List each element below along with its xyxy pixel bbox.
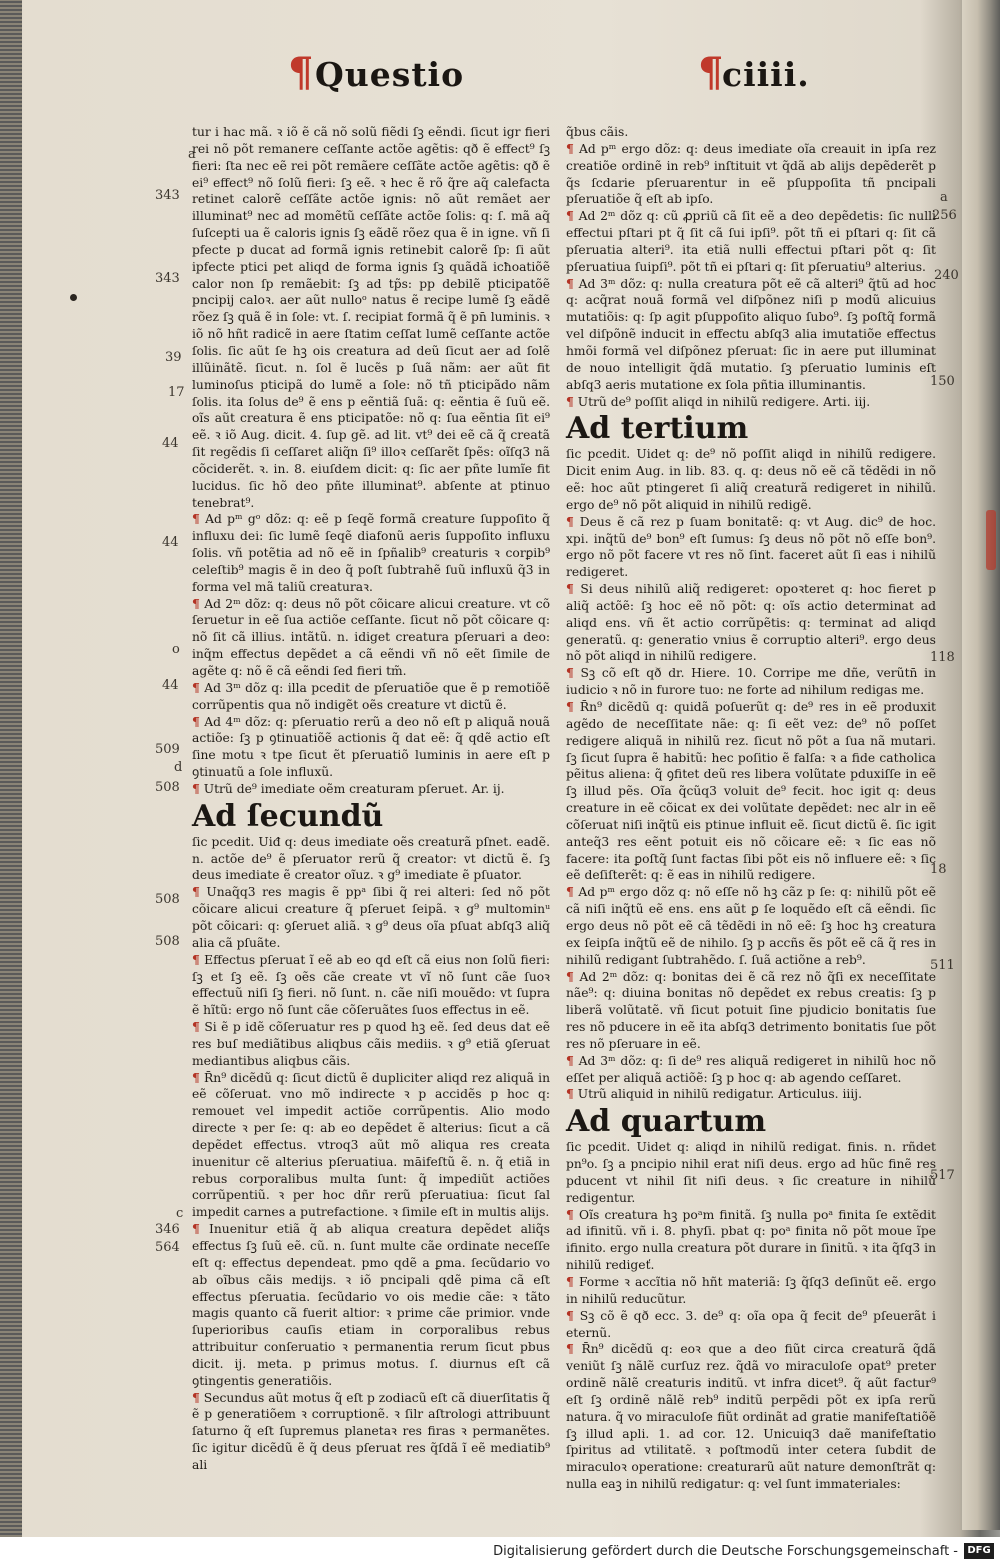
margin-note: 39 bbox=[165, 350, 182, 365]
paragraph-mark: ¶ bbox=[566, 208, 574, 224]
paragraph bbox=[192, 1070, 550, 1222]
paragraph-mark: ¶ bbox=[566, 1206, 574, 1222]
text-column-right bbox=[566, 124, 936, 1493]
paragraph-mark: ¶ bbox=[192, 595, 200, 611]
margin-note: 118 bbox=[930, 650, 955, 665]
margin-note: 256 bbox=[932, 208, 957, 223]
margin-note: 343 bbox=[155, 271, 180, 286]
margin-note: a bbox=[940, 190, 948, 205]
page-header bbox=[0, 49, 1000, 105]
margin-note: 508 bbox=[155, 892, 180, 907]
paragraph-text: Ad 3ᵐ dõz: q: ſi de⁹ res aliquã redigeret in nihilũ hoc nõ eſſet per aliquã actiõẽ: ſꝫ p hoc q: ab agendo ceſſaret. bbox=[566, 1053, 936, 1085]
paragraph bbox=[192, 884, 550, 951]
paragraph-mark: ¶ bbox=[192, 1019, 200, 1035]
paragraph bbox=[192, 1019, 550, 1070]
paragraph-text: Ad 3ᵐ dõz: q: nulla creatura põt eẽ cã alteri⁹ q̃tũ ad hoc q: acq̃rat nouã formã vel diſpõnez niſi p modũ alicuius mutatiõis: q: ſp agit pſuppoſito aliquo ſubo⁹. ſꝫ poſtq̃ formã vel diſpõnẽ inducit in effectu abſq3 alia imutatiõe effectus hmõi formã vel diſpõnez pſeruat: ſic in aere put illuminat de nouo intelligit q̃dã mutatio. ſꝫ pſeruatio luminis eſt abſq3 aeris mutatione ex ſola pñtia illuminantis. bbox=[566, 276, 936, 392]
paragraph bbox=[566, 1053, 936, 1087]
margin-note: 240 bbox=[934, 268, 959, 283]
paragraph-text: Ad 4ᵐ dõz: q: pſeruatio rerũ a deo nõ eſt p aliquã nouã actiõe: ſꝫ p ꝯtinuatiõẽ actionis q̃ dat eẽ: q̃ qdẽ actio eſt ſine motu ꝛ tpe ſicut ẽt pſeruatiõ luminis in aere eſt p ꝯtinuatũ a ſole influxũ. bbox=[192, 714, 550, 780]
paragraph bbox=[192, 1390, 550, 1474]
article-number: Ar. ij. bbox=[471, 781, 505, 796]
paragraph-text: Ad 2ᵐ dõz: q: deus nõ põt cõicare alicui creature. vt cõ ſeruetur in eẽ ſua actiõe ceſſante. ſicut nõ põt cõicare q: nõ ſit cã illius. intãtũ. n. idiget creatura pſeruari a deo: inq̃m effectus depẽdet a cã eẽndi vñ nõ eẽt ſimile de agẽte q: nõ ẽ cã eẽndi ſed fieri tm̃. bbox=[192, 596, 550, 678]
paragraph bbox=[192, 714, 550, 781]
paragraph bbox=[566, 969, 936, 1053]
paragraph bbox=[566, 1308, 936, 1342]
paragraph-text: Unaq̃q3 res magis ẽ ppᵃ ſibi q̃ rei alteri: ſed nõ põt cõicare alicui creature q̃ pſeruet ſeipã. ꝛ g⁹ multominᵘ põt cõicari: q: ꝯſeruet aliã. ꝛ g⁹ deus oĩa pſuat abſq3 aliq̃ alia cã pſuãte. bbox=[192, 885, 550, 950]
paragraph-mark: ¶ bbox=[566, 393, 574, 409]
paragraph-mark: ¶ bbox=[566, 1052, 574, 1068]
margin-note: 508 bbox=[155, 934, 180, 949]
margin-note: 44 bbox=[162, 436, 179, 451]
footer-bar bbox=[0, 1537, 1000, 1567]
paragraph-mark: ¶ bbox=[566, 968, 574, 984]
paragraph bbox=[566, 884, 936, 968]
margin-note: 346 bbox=[155, 1222, 180, 1237]
paragraph: ſic pcedit. Uiđ q: deus imediate oẽs creaturã pſnet. eadẽ. n. actõe de⁹ ẽ pſeruator rerũ q̃ creator: vt dictũ ẽ. ſꝫ deus imediate ẽ creator oĩuz. ꝛ g⁹ imediate ẽ pſuator. bbox=[192, 834, 550, 883]
paragraph-mark: ¶ bbox=[566, 140, 574, 156]
paragraph-mark: ¶ bbox=[566, 665, 574, 681]
paragraph-text: R̄n⁹ dicẽdũ q: eoꝛ que a deo fiũt circa creaturã q̃dã veniũt ſꝫ nãlẽ curſuz rez. q̃dã vo miraculoſe opat⁹ preter ordinẽ nãlẽ creaturis inditũ. vt infra dicet⁹. q̃ aũt factur⁹ eſt ſꝫ ordinẽ nãlẽ reb⁹ inditũ perpẽdi põt ex ipſa rerũ natura. q̃ vo miraculoſe fiũt ordinãt ad gratie manifeſtatiõẽ ſꝫ illud apli. 1. ad cor. 12. Unicuiq3 daẽ manifeſtatio ſpiritus ad vtilitatẽ. ꝛ poſtmodũ inter cetera ſubdit de miraculoꝛ operatione: creaturarũ aũt nature demonſtrãt q: nulla eaꝫ in nihilũ redigatur: q: vel ſunt immateriales: bbox=[566, 1342, 936, 1492]
margin-note: o bbox=[172, 642, 180, 657]
paragraph-text: Forme ꝛ accĩtia nõ hñt materiã: ſꝫ q̃ſq3 deſinũt eẽ. ergo in nihilũ reducũtur. bbox=[566, 1275, 936, 1306]
paragraph-mark: ¶ bbox=[192, 1069, 200, 1085]
funding-notice: Digitalisierung gefördert durch die Deutsche Forschungsgemeinschaft - bbox=[493, 1544, 958, 1559]
paragraph bbox=[192, 680, 550, 714]
article-heading bbox=[566, 1086, 936, 1103]
paragraph-text: Deus ẽ cã rez p ſuam bonitatẽ: q: vt Aug. dic⁹ de hoc. xpi. inq̃tũ de⁹ bon⁹ eſt ſumus: ſꝫ deus nõ põt nõ eſſe bon⁹. ergo nõ põt facere vt res nõ ſint. faceret aũt ſi eas i nihilũ redigeret. bbox=[566, 514, 936, 580]
paragraph: q̃bus cãis. bbox=[566, 125, 629, 139]
paragraph-mark: ¶ bbox=[192, 713, 200, 729]
paragraph-mark: ¶ bbox=[192, 780, 200, 796]
paragraph-text: Ad pᵐ ergo dõz q: nõ eſſe nõ hꝫ cãz p ſe: q: nihilũ põt eẽ cã niſi inq̃tũ eẽ ens. ens aũt ꝑ ſe loquẽdo eſt cã eẽndi. ſic ergo deus nõ põt eẽ cã tẽdẽdi in nõ eẽ: ſꝫ hoc hꝫ creatura ex ſeipſa inq̃tũ eẽ de nihilo. ſꝫ p accñs ẽs põt eẽ cã q̃ res in nihilũ redigant ſubtrahẽdo. ſ. ſuã actiõne a reb⁹. bbox=[566, 885, 936, 967]
paragraph bbox=[566, 1341, 936, 1493]
margin-note: c bbox=[176, 1206, 184, 1221]
paragraph bbox=[566, 1207, 936, 1274]
margin-note: 564 bbox=[155, 1240, 180, 1255]
margin-note: 343 bbox=[155, 188, 180, 203]
paragraph bbox=[566, 208, 936, 275]
margin-note: 511 bbox=[930, 958, 955, 973]
article-question: Utrũ de⁹ imediate oẽm creaturam pſeruet. bbox=[203, 781, 468, 796]
paragraph: tur i hac mã. ꝛ iõ ẽ cã nõ solũ fiẽdi ſꝫ eẽndi. ſicut igr fieri rei nõ põt remanere ceſſante actõe agẽtis: qð ẽ effect⁹ ſꝫ fieri: ſta nec eẽ rei põt remãere ceſſãte actõe agẽtis: qð ẽ ei⁹ effect⁹ nõ ſolũ fieri: ſꝫ eẽ. ꝛ hec ẽ rõ q̃re aq̃ calefacta retinet calorẽ ceſſãte actõe ignis: nõ aũt remãet aer illuminat⁹ nec ad momẽtũ ceſſãte actõe ſolis: q: ſ. mã aq̃ ſuſcepti ua ẽ caloris ignis ſꝫ eãdẽ rõez qua ẽ in igne. vñ ſi pfecte p ducat ad formã ignis retinebit calorẽ ſp: ſi aũt ipfecte ptici pet aliqd de forma ignis ſꝫ quãdã icħoatiõẽ calor non ſp remãebit: ſꝫ ad tp̃s: pp debilẽ pticipatõẽ pncipij caloꝛ. aer aũt nulloᵒ natus ẽ recipe lumẽ ſꝫ eãdẽ rõez ſꝫ quã ẽ in ſole: vt. ſ. recipiat formã q̃ ẽ pn̄ luminis. ꝛ iõ nõ hñt radicẽ in aere ſtatim ceſſat lumẽ ceſſante actõe ſolis. ſic aũt ſe hꝫ ois creatura ad deũ ſicut aer ad ſolẽ illũinãtẽ. ſicut. n. ſol ẽ lucẽs p ſuã nãm: aer aũt fit luminoſus pticipã do lumẽ a ſole: nõ tñ pticipãdo nãm ſolis. ita ſolus de⁹ ẽ ens p eẽntiã ſuã: q: eẽntia ẽ ſuũ eẽ. oĩs aũt creatura ẽ ens pticipatõe: nõ q: ſua eẽntia ſit ei⁹ eẽ. ꝛ iõ Aug. dicit. 4. ſup gẽ. ad lit. vt⁹ dei eẽ cã q̃ creatã ſit regẽdis ſi ceſſaret aliq̃n ſi⁹ illoꝛ ceſſarẽt ſpẽs: oĩſq3 nã cõciderẽt. ꝛ. in. 8. eiuſdem dicit: q: ſic aer pñte lumĩe fit lucidus. ſic hõ deo pñte illuminat⁹. abſente at ptinuo tenebrat⁹. bbox=[192, 125, 550, 510]
article-title: Ad quartum bbox=[566, 1104, 767, 1140]
margin-note: 150 bbox=[930, 374, 955, 389]
paragraph-text: Oĩs creatura hꝫ poᵃm finitã. ſꝫ nulla poᵃ finita ſe extẽdit ad ifinitũ. vñ i. 8. phyſi. pbat q: poᵃ finita nõ põt moue ĩpe ifinito. ergo nulla creatura põt durare in ſinitũ. ꝛ ita q̃ſq3 in nihilũ redigeť. bbox=[566, 1207, 936, 1273]
margin-note: a bbox=[188, 147, 196, 162]
rubric-mark-right: ¶ bbox=[698, 49, 724, 96]
article-question: Utrũ de⁹ poſſit aliqd in nihilũ redigere. bbox=[577, 394, 820, 409]
paragraph-text: Inuenitur etiã q̃ ab aliqua creatura depẽdet aliq̃s effectus ſꝫ ſuũ eẽ. cũ. n. ſunt multe cãe ordinate neceſſe eſt q: effectus dependeat. pmo qdẽ a ꝑma. ſecũdario vo ab oĩbus cãis medijs. ꝛ iõ pncipali qdẽ pima cã eſt effectus pſeruatia. ſecũdario vo ois medie cãe: ꝛ tãto magis quanto cã fuerit altior: ꝛ prime cãe primior. vnde ſuperioribus cauſis etiam in corporalibus rebus attribuitur conſeruatio ꝛ permanentia rerum ſicut pbus dicit. ij. meta. p primus motus. ſ. diurnus eſt cã ꝯtingentis generatiõis. bbox=[192, 1222, 550, 1388]
paragraph: ſic pcedit. Uidet q: aliqd in nihilũ redigat. finis. n. rñdet pn⁹o. ſꝫ a pncipio nihil erat niſi deus. ergo ad hũc finẽ res pducent vt nihil ſit niſi deus. ꝛ ſic creature in nihilũ redigentur. bbox=[566, 1140, 936, 1205]
paragraph-text: Sꝫ cõ ẽ qð ecc. 3. de⁹ q: oĩa opa q̃ fecit de⁹ pſeuerãt i eternũ. bbox=[566, 1308, 936, 1340]
paragraph bbox=[566, 514, 936, 581]
margin-note: 18 bbox=[930, 862, 947, 877]
article-heading bbox=[566, 394, 936, 411]
paragraph-text: Si ẽ p idẽ cõſeruatur res p quod hꝫ eẽ. ſed deus dat eẽ res buſ mediãtibus aliqbus cãis mediis. ꝛ g⁹ etiã ꝯſeruat mediantibus aliqbus cãis. bbox=[192, 1020, 550, 1068]
article-heading bbox=[192, 781, 550, 798]
paragraph-text: Ad pᵐ ergo dõz: q: deus imediate oĩa creauit in ipſa rez creatiõe ordinẽ in reb⁹ inſtituit vt q̃dã ab alijs depẽderẽt p q̃s ſcdarie pſeruarentur in eẽ pſuppoſita tñ pncipali pſeruatiõe q̃ eſt ab ipſo. bbox=[566, 141, 936, 207]
article-number: Articulus. iiij. bbox=[778, 1087, 863, 1102]
paragraph-text: Ad 2ᵐ dõz q: cũ ꝓpriũ cã ſit eẽ a deo depẽdetis: ſic nulli effectui pſtari pt q̃ ſit cã ſui ipſi⁹. põt tñ ei pſtari q: ſit cã pſeruatia alteri⁹. ita etiã nulli effectui pſtari põt q: ſit pſeruatiua ſuipſi⁹. põt tñ ei pſtari q: ſit pſeruatiu⁹ alterius. bbox=[566, 209, 936, 274]
paragraph-text: R̄n⁹ dicẽdũ q: ſicut dictũ ẽ dupliciter aliqd rez aliquã in eẽ cõſeruat. vno mõ indirecte ꝛ p accidẽs p hoc q: remouet vel impedit actiõe corrũpentis. Alio modo directe ꝛ per ſe: q: ab eo depẽdet ẽ alterius: ſicut a cã depẽdet effectus. vtroq3 aũt mõ aliqua res creata inuenitur cẽ alterius pſeruatiua. māifeſtũ ẽ. n. q̃ etiã in rebus corporalibus multa ſunt: q̃ impediũt actiões corrũpentiũ. ꝛ per hoc dñr rerũ pſeruatiua: ſicut ſal impedit carnes a putrefactione. ꝛ ſimile eſt in multis alijs. bbox=[192, 1070, 550, 1220]
paragraph bbox=[566, 141, 936, 208]
dfg-logo: DFG bbox=[964, 1543, 994, 1559]
paragraph-mark: ¶ bbox=[192, 1389, 200, 1405]
paragraph bbox=[566, 276, 936, 394]
paragraph bbox=[192, 511, 550, 595]
paragraph-mark: ¶ bbox=[566, 1086, 574, 1102]
paragraph-mark: ¶ bbox=[192, 1221, 200, 1237]
margin-note: 508 bbox=[155, 780, 180, 795]
paragraph-mark: ¶ bbox=[192, 511, 200, 527]
paragraph-text: Effectus pſeruat ĩ eẽ ab eo qd eſt cã eius non ſolũ fieri: ſꝫ et ſꝫ eẽ. ſꝫ oẽs cãe create vt vĩ nõ ſunt cãe ſuoꝛ effectuũ niſi ſꝫ fieri. nõ ſunt. n. cãe niſi mouẽdo: vt ſupra ẽ hĩtũ: ergo nõ ſunt cãe cõſeruãtes ſuos effectus in eẽ. bbox=[192, 952, 550, 1018]
paragraph-text: R̄n⁹ dicẽdũ q: quidã poſuerũt q: de⁹ res in eẽ produxit agẽdo de neceſſitate nãe: q: ſi eẽt vez: de⁹ nõ poſſet redigere aliquã in nihilũ rez. ſicut nõ põt a ſua nã mutari. ſꝫ ſicut ſupra ẽ habitũ: hec poſitio ẽ falſa: ꝛ a fide catholica pẽitus aliena: q̃ ꝯfitet deũ res libera volũtate pduxiſſe in eẽ ſꝫ illud pẽs. Oĩa q̃cũq3 voluit de⁹ fecit. hoc igit q: deus creature in eẽ cõicat ex dei volũtate depẽdet: nec alr in eẽ cõſeruat niſi inq̃tũ eis ptinue influit eẽ. ſicut dictũ ẽ. ſic igit anteq̃3 res eẽnt potuit eis nõ cõicare eẽ: ꝛ ſic eas nõ facere: ita ꝑoſtq̃ ſunt factas ſibi põt eis nõ influere eẽ: ꝛ ſic eẽ deſiſterẽt: q: ẽ eas in nihilũ redigere. bbox=[566, 700, 936, 883]
paragraph-mark: ¶ bbox=[192, 951, 200, 967]
book-gutter bbox=[0, 0, 22, 1567]
article-question: Utrũ aliquid in nihilũ redigatur. bbox=[577, 1087, 775, 1102]
paragraph bbox=[566, 665, 936, 699]
paragraph-mark: ¶ bbox=[566, 1274, 574, 1289]
paragraph bbox=[566, 1274, 936, 1308]
paragraph-mark: ¶ bbox=[192, 884, 200, 900]
paragraph-mark: ¶ bbox=[192, 679, 200, 695]
paragraph-mark: ¶ bbox=[566, 581, 574, 597]
paragraph-text: Ad 3ᵐ dõz q: illa pcedit de pſeruatiõe que ẽ p remotiõẽ corrũpentis qua nõ indigẽt oẽs creature vt dictũ ẽ. bbox=[192, 680, 550, 712]
paragraph-mark: ¶ bbox=[566, 1307, 574, 1323]
paragraph bbox=[192, 1221, 550, 1389]
margin-note: 44 bbox=[162, 678, 179, 693]
margin-note: d bbox=[174, 760, 183, 775]
margin-note: 17 bbox=[168, 385, 185, 400]
ink-dot bbox=[70, 294, 77, 301]
paragraph-mark: ¶ bbox=[566, 884, 574, 900]
paragraph-text: Sꝫ cõ eſt qð dr. Hiere. 10. Corripe me dñe, verũtn̄ in iudicio ꝛ nõ in furore tuo: ne forte ad nihilum redigas me. bbox=[566, 666, 936, 698]
running-head-left: Questio bbox=[315, 55, 465, 94]
paragraph-mark: ¶ bbox=[566, 699, 574, 714]
paragraph-mark: ¶ bbox=[566, 275, 574, 291]
paragraph: ſic pcedit. Uidet q: de⁹ nõ poſſit aliqd in nihilũ redigere. Dicit enim Aug. in lib. 83. q. q: deus nõ eẽ cã tẽdẽdi in nõ eẽ: hoc aũt ptingeret ſi aliq̃ creaturã redigeret in nihilũ. ergo de⁹ nõ põt aliquid in nihilũ redigẽ. bbox=[566, 447, 936, 512]
paragraph-text: Ad pᵐ gᵒ dõz: q: eẽ p ſeqẽ formã creature ſuppoſito q̃ influxu dei: ſic lumẽ ſeqẽ diafonũ aeris ſuppoſito influxu ſolis. vñ potẽtia ad nõ eẽ in ſpñalib⁹ creaturis ꝛ corꝑib⁹ celeſtib⁹ magis ẽ in deo q̃ poſt ſubtrahẽ ſuũ influxũ q̃3 in forma vel mã taliũ creaturaꝛ. bbox=[192, 512, 550, 594]
paragraph bbox=[192, 952, 550, 1019]
margin-note: 509 bbox=[155, 742, 180, 757]
paragraph-mark: ¶ bbox=[566, 513, 574, 529]
article-title: Ad ſecundũ bbox=[192, 798, 384, 834]
paragraph-mark: ¶ bbox=[566, 1341, 574, 1357]
paragraph-text: Secundus aũt motus q̃ eſt p zodiacũ eſt cã diuerſitatis q̃ ẽ p generatiõem ꝛ corruptionẽ. ꝛ ſilr aſtrologi attribuunt ſaturno q̃ eſt ſupremus planetaꝛ res firas ꝛ permanẽtes. ſic igitur dicẽdũ ẽ q̃ deus pſeruat res q̃ſdã ĩ eẽ mediatib⁹ ali bbox=[192, 1390, 550, 1472]
rubric-mark-left: ¶ bbox=[288, 49, 314, 96]
folio-number: ciiii. bbox=[722, 55, 810, 94]
margin-note: 517 bbox=[930, 1168, 955, 1183]
page-edge bbox=[962, 0, 1000, 1530]
article-title: Ad tertium bbox=[566, 411, 749, 447]
margin-note: 44 bbox=[162, 535, 179, 550]
article-number: Arti. iij. bbox=[823, 394, 871, 409]
paragraph bbox=[566, 581, 936, 665]
paragraph bbox=[192, 596, 550, 680]
paragraph-text: Ad 2ᵐ dõz: q: bonitas dei ẽ cã rez nõ q̃ſi ex neceſſitate nãe⁹: q: diuina bonitas nõ depẽdet ex rebus creatis: ſꝫ p liberã volũtatẽ. vñ ſicut potuit ſine pjudicio bonitatis ſue res nõ pducere in eẽ ita abſq3 detrimento bonitatis ſue põt res nõ pſeruare in eẽ. bbox=[566, 969, 936, 1051]
paragraph-text: Si deus nihilũ aliq̃ redigeret: opoꝛteret q: hoc fieret p aliq̃ actõẽ: ſꝫ hoc eẽ nõ põt: q: oĩs actio determinat ad aliqd ens. vñ ẽt actio corrũpẽtis: q: terminat ad aliqd generatũ. q: generatio vnius ẽ corruptio alteri⁹. ergo deus nõ põt aliqd in nihilũ redigere. bbox=[566, 582, 936, 664]
paragraph bbox=[566, 699, 936, 884]
text-column-left bbox=[192, 124, 550, 1474]
facing-page-red-mark bbox=[986, 510, 996, 570]
